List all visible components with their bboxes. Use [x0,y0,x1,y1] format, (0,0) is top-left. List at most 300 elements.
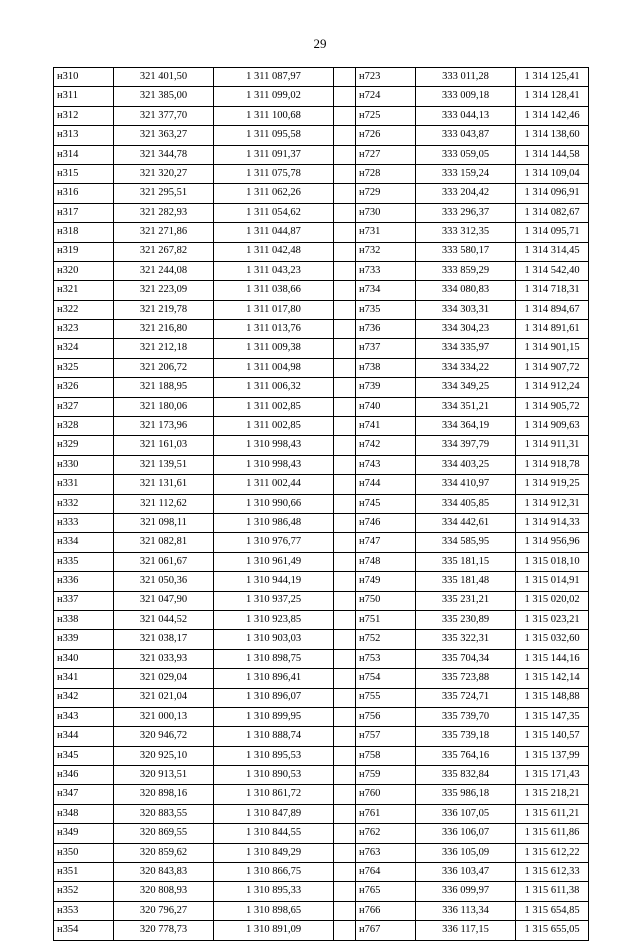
table-row [54,921,589,940]
column-gap [334,824,356,843]
column-gap [334,320,356,339]
y-coordinate-left: 1 310 976,77 [214,533,334,552]
y-coordinate-right: 1 314 542,40 [516,261,589,280]
x-coordinate-right: 334 304,23 [416,320,516,339]
x-coordinate-right: 333 043,87 [416,126,516,145]
x-coordinate-right: 334 080,83 [416,281,516,300]
y-coordinate-right: 1 314 905,72 [516,397,589,416]
x-coordinate-right: 333 011,28 [416,68,516,87]
table-row [54,417,589,436]
column-gap [334,223,356,242]
x-coordinate-right: 334 303,31 [416,300,516,319]
x-coordinate-right: 335 230,89 [416,610,516,629]
y-coordinate-right: 1 315 014,91 [516,572,589,591]
x-coordinate-right: 333 009,18 [416,87,516,106]
table-row [54,766,589,785]
table-row [54,164,589,183]
table-row [54,707,589,726]
x-coordinate-left: 321 271,86 [114,223,214,242]
x-coordinate-right: 334 403,25 [416,455,516,474]
column-gap [334,572,356,591]
point-name-left: н347 [54,785,114,804]
x-coordinate-left: 321 061,67 [114,552,214,571]
point-name-left: н334 [54,533,114,552]
table-row [54,804,589,823]
table-row [54,649,589,668]
y-coordinate-left: 1 310 895,33 [214,882,334,901]
x-coordinate-left: 321 082,81 [114,533,214,552]
y-coordinate-right: 1 315 023,21 [516,610,589,629]
point-name-left: н311 [54,87,114,106]
x-coordinate-right: 333 296,37 [416,203,516,222]
table-row [54,824,589,843]
y-coordinate-left: 1 310 847,89 [214,804,334,823]
x-coordinate-left: 321 212,18 [114,339,214,358]
point-name-left: н352 [54,882,114,901]
point-name-right: н766 [356,901,416,920]
table-row [54,785,589,804]
column-gap [334,126,356,145]
y-coordinate-right: 1 314 125,41 [516,68,589,87]
y-coordinate-left: 1 310 944,19 [214,572,334,591]
y-coordinate-right: 1 315 144,16 [516,649,589,668]
point-name-right: н724 [356,87,416,106]
point-name-right: н753 [356,649,416,668]
column-gap [334,145,356,164]
y-coordinate-right: 1 314 901,15 [516,339,589,358]
point-name-right: н745 [356,494,416,513]
y-coordinate-left: 1 311 091,37 [214,145,334,164]
y-coordinate-left: 1 311 042,48 [214,242,334,261]
y-coordinate-right: 1 314 096,91 [516,184,589,203]
x-coordinate-left: 321 295,51 [114,184,214,203]
column-gap [334,804,356,823]
point-name-right: н741 [356,417,416,436]
x-coordinate-right: 336 105,09 [416,843,516,862]
y-coordinate-left: 1 311 002,85 [214,417,334,436]
x-coordinate-left: 321 206,72 [114,358,214,377]
y-coordinate-left: 1 311 002,44 [214,475,334,494]
table-row [54,901,589,920]
point-name-right: н757 [356,727,416,746]
x-coordinate-right: 335 181,15 [416,552,516,571]
y-coordinate-right: 1 314 142,46 [516,106,589,125]
x-coordinate-right: 335 322,31 [416,630,516,649]
point-name-left: н337 [54,591,114,610]
table-row [54,746,589,765]
x-coordinate-left: 321 038,17 [114,630,214,649]
column-gap [334,513,356,532]
x-coordinate-left: 321 377,70 [114,106,214,125]
x-coordinate-left: 320 859,62 [114,843,214,862]
point-name-left: н327 [54,397,114,416]
y-coordinate-left: 1 310 896,41 [214,669,334,688]
y-coordinate-right: 1 315 137,99 [516,746,589,765]
x-coordinate-right: 334 334,22 [416,358,516,377]
column-gap [334,68,356,87]
x-coordinate-right: 335 832,84 [416,766,516,785]
point-name-left: н345 [54,746,114,765]
point-name-right: н742 [356,436,416,455]
column-gap [334,843,356,862]
y-coordinate-left: 1 311 006,32 [214,378,334,397]
point-name-right: н747 [356,533,416,552]
y-coordinate-right: 1 315 611,38 [516,882,589,901]
point-name-right: н764 [356,863,416,882]
point-name-right: н740 [356,397,416,416]
point-name-left: н330 [54,455,114,474]
point-name-left: н342 [54,688,114,707]
column-gap [334,882,356,901]
point-name-left: н316 [54,184,114,203]
point-name-right: н765 [356,882,416,901]
y-coordinate-right: 1 315 171,43 [516,766,589,785]
table-row [54,281,589,300]
y-coordinate-left: 1 311 100,68 [214,106,334,125]
x-coordinate-left: 321 098,11 [114,513,214,532]
x-coordinate-right: 334 585,95 [416,533,516,552]
x-coordinate-left: 320 869,55 [114,824,214,843]
point-name-right: н762 [356,824,416,843]
x-coordinate-left: 321 044,52 [114,610,214,629]
x-coordinate-left: 321 223,09 [114,281,214,300]
table-row [54,494,589,513]
point-name-left: н313 [54,126,114,145]
point-name-left: н310 [54,68,114,87]
y-coordinate-right: 1 314 082,67 [516,203,589,222]
point-name-right: н739 [356,378,416,397]
x-coordinate-right: 336 113,34 [416,901,516,920]
x-coordinate-left: 321 282,93 [114,203,214,222]
x-coordinate-right: 334 397,79 [416,436,516,455]
x-coordinate-right: 334 405,85 [416,494,516,513]
x-coordinate-left: 321 021,04 [114,688,214,707]
y-coordinate-left: 1 310 844,55 [214,824,334,843]
column-gap [334,455,356,474]
y-coordinate-right: 1 314 109,04 [516,164,589,183]
point-name-right: н743 [356,455,416,474]
point-name-left: н350 [54,843,114,862]
x-coordinate-right: 333 859,29 [416,261,516,280]
y-coordinate-left: 1 310 898,65 [214,901,334,920]
y-coordinate-left: 1 310 998,43 [214,436,334,455]
point-name-right: н732 [356,242,416,261]
point-name-right: н746 [356,513,416,532]
column-gap [334,669,356,688]
table-row [54,203,589,222]
point-name-right: н749 [356,572,416,591]
column-gap [334,610,356,629]
column-gap [334,727,356,746]
x-coordinate-left: 320 796,27 [114,901,214,920]
x-coordinate-left: 321 047,90 [114,591,214,610]
x-coordinate-right: 335 739,18 [416,727,516,746]
column-gap [334,397,356,416]
x-coordinate-right: 336 099,97 [416,882,516,901]
y-coordinate-right: 1 314 718,31 [516,281,589,300]
x-coordinate-right: 335 724,71 [416,688,516,707]
table-row [54,882,589,901]
x-coordinate-left: 320 898,16 [114,785,214,804]
y-coordinate-left: 1 310 903,03 [214,630,334,649]
point-name-right: н744 [356,475,416,494]
x-coordinate-left: 320 778,73 [114,921,214,940]
x-coordinate-right: 336 103,47 [416,863,516,882]
x-coordinate-right: 333 580,17 [416,242,516,261]
x-coordinate-left: 321 033,93 [114,649,214,668]
x-coordinate-left: 321 344,78 [114,145,214,164]
table-row [54,126,589,145]
point-name-left: н346 [54,766,114,785]
point-name-right: н748 [356,552,416,571]
point-name-left: н323 [54,320,114,339]
y-coordinate-left: 1 310 896,07 [214,688,334,707]
point-name-right: н723 [356,68,416,87]
x-coordinate-left: 321 029,04 [114,669,214,688]
table-row [54,591,589,610]
x-coordinate-left: 321 401,50 [114,68,214,87]
point-name-right: н755 [356,688,416,707]
column-gap [334,184,356,203]
y-coordinate-right: 1 315 654,85 [516,901,589,920]
y-coordinate-left: 1 310 888,74 [214,727,334,746]
y-coordinate-left: 1 311 002,85 [214,397,334,416]
y-coordinate-right: 1 315 147,35 [516,707,589,726]
column-gap [334,591,356,610]
y-coordinate-right: 1 315 032,60 [516,630,589,649]
point-name-left: н324 [54,339,114,358]
x-coordinate-left: 321 131,61 [114,475,214,494]
point-name-right: н761 [356,804,416,823]
column-gap [334,203,356,222]
y-coordinate-left: 1 310 849,29 [214,843,334,862]
point-name-left: н319 [54,242,114,261]
x-coordinate-left: 321 320,27 [114,164,214,183]
y-coordinate-left: 1 311 062,26 [214,184,334,203]
y-coordinate-right: 1 315 148,88 [516,688,589,707]
y-coordinate-left: 1 311 099,02 [214,87,334,106]
point-name-left: н338 [54,610,114,629]
point-name-right: н726 [356,126,416,145]
column-gap [334,339,356,358]
x-coordinate-left: 320 946,72 [114,727,214,746]
point-name-right: н727 [356,145,416,164]
y-coordinate-right: 1 314 911,31 [516,436,589,455]
y-coordinate-left: 1 310 890,53 [214,766,334,785]
point-name-left: н318 [54,223,114,242]
y-coordinate-left: 1 311 075,78 [214,164,334,183]
point-name-left: н335 [54,552,114,571]
column-gap [334,707,356,726]
point-name-left: н344 [54,727,114,746]
point-name-left: н354 [54,921,114,940]
y-coordinate-right: 1 314 907,72 [516,358,589,377]
table-row [54,87,589,106]
x-coordinate-right: 335 986,18 [416,785,516,804]
x-coordinate-right: 335 231,21 [416,591,516,610]
x-coordinate-right: 335 764,16 [416,746,516,765]
column-gap [334,417,356,436]
x-coordinate-left: 321 188,95 [114,378,214,397]
y-coordinate-right: 1 314 956,96 [516,533,589,552]
point-name-right: н736 [356,320,416,339]
x-coordinate-right: 336 117,15 [416,921,516,940]
point-name-right: н734 [356,281,416,300]
y-coordinate-left: 1 310 937,25 [214,591,334,610]
y-coordinate-right: 1 314 891,61 [516,320,589,339]
x-coordinate-left: 321 000,13 [114,707,214,726]
y-coordinate-right: 1 314 138,60 [516,126,589,145]
table-row [54,843,589,862]
x-coordinate-right: 335 739,70 [416,707,516,726]
point-name-left: н329 [54,436,114,455]
point-name-right: н759 [356,766,416,785]
point-name-left: н332 [54,494,114,513]
point-name-right: н735 [356,300,416,319]
table-row [54,68,589,87]
table-row [54,455,589,474]
x-coordinate-left: 320 913,51 [114,766,214,785]
point-name-right: н730 [356,203,416,222]
point-name-right: н767 [356,921,416,940]
x-coordinate-left: 321 139,51 [114,455,214,474]
column-gap [334,863,356,882]
table-row [54,261,589,280]
page-number: 29 [313,36,327,51]
y-coordinate-left: 1 311 013,76 [214,320,334,339]
column-gap [334,242,356,261]
column-gap [334,358,356,377]
column-gap [334,378,356,397]
column-gap [334,688,356,707]
x-coordinate-right: 335 723,88 [416,669,516,688]
point-name-right: н752 [356,630,416,649]
x-coordinate-left: 321 244,08 [114,261,214,280]
x-coordinate-left: 320 883,55 [114,804,214,823]
point-name-right: н750 [356,591,416,610]
y-coordinate-right: 1 314 095,71 [516,223,589,242]
point-name-left: н340 [54,649,114,668]
column-gap [334,281,356,300]
y-coordinate-left: 1 311 038,66 [214,281,334,300]
x-coordinate-left: 321 173,96 [114,417,214,436]
y-coordinate-left: 1 310 986,48 [214,513,334,532]
point-name-right: н758 [356,746,416,765]
table-row [54,630,589,649]
point-name-right: н728 [356,164,416,183]
y-coordinate-right: 1 314 912,24 [516,378,589,397]
column-gap [334,300,356,319]
x-coordinate-left: 321 050,36 [114,572,214,591]
point-name-left: н321 [54,281,114,300]
y-coordinate-left: 1 311 004,98 [214,358,334,377]
y-coordinate-left: 1 311 017,80 [214,300,334,319]
point-name-left: н325 [54,358,114,377]
x-coordinate-left: 321 216,80 [114,320,214,339]
table-row [54,727,589,746]
table-row [54,475,589,494]
point-name-left: н336 [54,572,114,591]
y-coordinate-left: 1 310 923,85 [214,610,334,629]
table-row [54,572,589,591]
y-coordinate-left: 1 310 899,95 [214,707,334,726]
y-coordinate-left: 1 311 044,87 [214,223,334,242]
y-coordinate-left: 1 310 998,43 [214,455,334,474]
table-row [54,358,589,377]
y-coordinate-right: 1 314 128,41 [516,87,589,106]
y-coordinate-left: 1 311 054,62 [214,203,334,222]
y-coordinate-left: 1 311 087,97 [214,68,334,87]
column-gap [334,87,356,106]
column-gap [334,261,356,280]
y-coordinate-left: 1 310 861,72 [214,785,334,804]
table-row [54,533,589,552]
x-coordinate-right: 334 442,61 [416,513,516,532]
x-coordinate-left: 320 808,93 [114,882,214,901]
column-gap [334,475,356,494]
y-coordinate-right: 1 315 140,57 [516,727,589,746]
x-coordinate-right: 335 704,34 [416,649,516,668]
y-coordinate-right: 1 315 018,10 [516,552,589,571]
x-coordinate-right: 333 159,24 [416,164,516,183]
table-row [54,145,589,164]
point-name-right: н763 [356,843,416,862]
column-gap [334,630,356,649]
column-gap [334,901,356,920]
table-row [54,300,589,319]
point-name-right: н754 [356,669,416,688]
point-name-left: н314 [54,145,114,164]
column-gap [334,921,356,940]
point-name-right: н737 [356,339,416,358]
point-name-left: н331 [54,475,114,494]
point-name-left: н317 [54,203,114,222]
y-coordinate-left: 1 310 961,49 [214,552,334,571]
table-row [54,223,589,242]
y-coordinate-left: 1 311 095,58 [214,126,334,145]
table-row [54,242,589,261]
column-gap [334,106,356,125]
table-row [54,669,589,688]
x-coordinate-left: 321 112,62 [114,494,214,513]
point-name-right: н760 [356,785,416,804]
table-row [54,106,589,125]
x-coordinate-left: 321 180,06 [114,397,214,416]
x-coordinate-right: 334 349,25 [416,378,516,397]
y-coordinate-right: 1 314 919,25 [516,475,589,494]
x-coordinate-left: 321 385,00 [114,87,214,106]
table-row [54,436,589,455]
column-gap [334,494,356,513]
y-coordinate-right: 1 315 612,33 [516,863,589,882]
y-coordinate-left: 1 310 891,09 [214,921,334,940]
point-name-left: н315 [54,164,114,183]
table-row [54,513,589,532]
y-coordinate-left: 1 310 990,66 [214,494,334,513]
point-name-right: н731 [356,223,416,242]
point-name-right: н729 [356,184,416,203]
y-coordinate-left: 1 310 895,53 [214,746,334,765]
point-name-left: н320 [54,261,114,280]
x-coordinate-right: 333 312,35 [416,223,516,242]
point-name-left: н348 [54,804,114,823]
y-coordinate-right: 1 315 218,21 [516,785,589,804]
x-coordinate-left: 320 925,10 [114,746,214,765]
point-name-left: н328 [54,417,114,436]
coordinates-table-body [54,68,589,941]
x-coordinate-right: 334 351,21 [416,397,516,416]
table-row [54,184,589,203]
